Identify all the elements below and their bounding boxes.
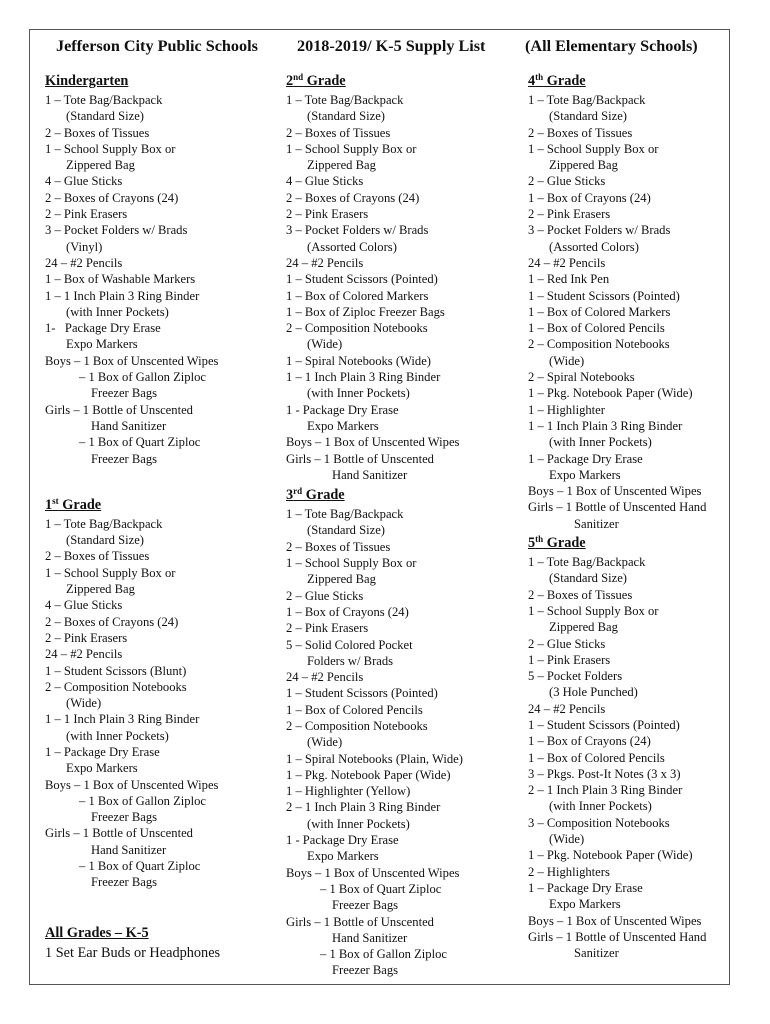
supply-item: 1 – Highlighter — [528, 402, 605, 417]
supply-item: 1 – Box of Colored Markers — [528, 304, 671, 319]
all-grades-item: 1 Set Ear Buds or Headphones — [45, 944, 221, 961]
supply-item: – 1 Box of Quart Ziploc — [79, 435, 201, 450]
supply-item: 2 – Pink Erasers — [528, 207, 611, 222]
supply-item: 1 – Box of Crayons (24) — [528, 734, 651, 749]
grade-suffix: rd — [293, 486, 303, 497]
supply-item: 2 – Highlighters — [528, 864, 610, 879]
grade-label: Grade — [58, 496, 102, 513]
supply-item: 2 – Glue Sticks — [528, 636, 606, 651]
supply-item: (with Inner Pockets) — [307, 386, 410, 401]
supply-item: 1 - Package Dry Erase — [286, 833, 399, 848]
supply-item: 1 – Highlighter (Yellow) — [286, 784, 411, 799]
document-header — [29, 37, 730, 59]
supply-item: 1 – Box of Crayons (24) — [528, 190, 651, 205]
supply-item: 1 – Spiral Notebooks (Wide) — [286, 353, 431, 368]
supply-item: 1 – Pkg. Notebook Paper (Wide) — [286, 767, 451, 782]
supply-item: 24 – #2 Pencils — [528, 701, 606, 716]
supply-item: 1 – Box of Colored Pencils — [528, 750, 665, 765]
supply-item: 2 – Boxes of Crayons (24) — [286, 190, 420, 205]
all-grades-title: All Grades – K-5 — [45, 924, 149, 941]
supply-item: (Standard Size) — [549, 109, 627, 124]
kindergarten-title: Kindergarten — [45, 73, 129, 89]
supply-item: – 1 Box of Quart Ziploc — [320, 881, 442, 896]
supply-item: Hand Sanitizer — [332, 930, 408, 945]
column-middle — [286, 70, 524, 979]
supply-item: 1 – Student Scissors (Pointed) — [286, 686, 438, 701]
supply-item: 1 – Box of Washable Markers — [45, 272, 196, 287]
supply-item: Freezer Bags — [91, 875, 158, 890]
supply-item: 1- Package Dry Erase — [45, 321, 161, 336]
supply-item: Hand Sanitizer — [91, 418, 167, 433]
list-scope: (All Elementary Schools) — [525, 37, 698, 55]
supply-item: Zippered Bag — [307, 158, 376, 173]
supply-item: 1 – School Supply Box or — [528, 141, 659, 156]
supply-item: (Wide) — [307, 735, 343, 750]
supply-item: Zippered Bag — [549, 158, 618, 173]
supply-item: (Assorted Colors) — [549, 239, 639, 254]
supply-item: Expo Markers — [549, 897, 621, 912]
supply-item: (Wide) — [549, 832, 585, 847]
supply-item: Girls – 1 Bottle of Unscented Hand — [528, 929, 707, 944]
supply-item: 2 – Boxes of Tissues — [45, 549, 150, 564]
supply-item: 24 – #2 Pencils — [45, 255, 123, 270]
supply-item: Folders w/ Brads — [307, 653, 394, 668]
supply-item: 3 – Pkgs. Post-It Notes (3 x 3) — [528, 766, 681, 781]
supply-item: 2 – 1 Inch Plain 3 Ring Binder — [286, 800, 441, 815]
supply-item: 1 – Tote Bag/Backpack — [45, 516, 163, 531]
supply-item: 1 – Pkg. Notebook Paper (Wide) — [528, 386, 693, 401]
supply-item: 2 – Boxes of Crayons (24) — [45, 614, 179, 629]
supply-item: 1 – Package Dry Erase — [528, 880, 643, 895]
supply-item: 1 – Tote Bag/Backpack — [528, 93, 646, 107]
supply-item: 1 – Student Scissors (Pointed) — [528, 717, 680, 732]
supply-item: 1 – Tote Bag/Backpack — [286, 93, 404, 107]
supply-item: Sanitizer — [574, 516, 619, 531]
supply-item: (Standard Size) — [307, 523, 385, 538]
supply-item: 24 – #2 Pencils — [528, 255, 606, 270]
supply-item: Expo Markers — [549, 467, 621, 482]
supply-item: 2 – Pink Erasers — [45, 630, 128, 645]
supply-item: (Wide) — [549, 353, 585, 368]
supply-item: 4 – Glue Sticks — [45, 174, 123, 189]
supply-item: Freezer Bags — [91, 451, 158, 466]
supply-item: 24 – #2 Pencils — [286, 255, 364, 270]
fifth-grade-list — [528, 554, 733, 961]
supply-item: 24 – #2 Pencils — [286, 670, 364, 685]
supply-item: Expo Markers — [307, 849, 379, 864]
kindergarten-list — [45, 92, 280, 467]
supply-item: (Wide) — [307, 337, 343, 352]
grade-number: 4 — [528, 73, 536, 89]
supply-item: Freezer Bags — [91, 386, 158, 401]
supply-item: 1 - Package Dry Erase — [286, 402, 399, 417]
supply-item: Boys – 1 Box of Unscented Wipes — [45, 777, 219, 792]
supply-item: 1 – School Supply Box or — [286, 141, 417, 156]
supply-item: Girls – 1 Bottle of Unscented Hand — [528, 500, 707, 515]
supply-item: Hand Sanitizer — [332, 467, 408, 482]
supply-item: 4 – Glue Sticks — [286, 174, 364, 189]
supply-item: 3 – Pocket Folders w/ Brads — [286, 223, 429, 238]
supply-item: Freezer Bags — [332, 898, 399, 913]
supply-item: 2 – Pink Erasers — [286, 207, 369, 222]
supply-item: Boys – 1 Box of Unscented Wipes — [528, 484, 702, 499]
supply-item: (Standard Size) — [66, 109, 144, 124]
supply-item: (with Inner Pockets) — [307, 816, 410, 831]
supply-item: 1 – Tote Bag/Backpack — [286, 507, 404, 522]
grade-number: 2 — [286, 73, 294, 89]
fifth-grade-title — [528, 532, 733, 554]
list-title: 2018-2019/ K-5 Supply List — [297, 37, 486, 55]
fourth-grade-list — [528, 92, 733, 532]
supply-item: 1 – 1 Inch Plain 3 Ring Binder — [45, 288, 200, 303]
supply-item: 2 – Spiral Notebooks — [528, 370, 635, 385]
grade-suffix: th — [535, 534, 544, 545]
first-grade-list — [45, 516, 280, 891]
supply-item: 1 – 1 Inch Plain 3 Ring Binder — [528, 418, 683, 433]
supply-item: 2 – Pink Erasers — [286, 621, 369, 636]
supply-item: 1 – Pkg. Notebook Paper (Wide) — [528, 848, 693, 863]
supply-item: (with Inner Pockets) — [549, 435, 652, 450]
column-left — [45, 70, 280, 963]
supply-item: Zippered Bag — [66, 582, 135, 597]
supply-item: 1 – School Supply Box or — [45, 141, 176, 156]
supply-item: (3 Hole Punched) — [549, 685, 638, 700]
supply-item: 2 – Composition Notebooks — [286, 718, 428, 733]
supply-item: 1 – Package Dry Erase — [528, 451, 643, 466]
supply-item: (with Inner Pockets) — [549, 799, 652, 814]
supply-item: Freezer Bags — [332, 963, 399, 978]
supply-item: 1 – Tote Bag/Backpack — [528, 555, 646, 570]
grade-suffix: st — [52, 495, 59, 506]
first-grade-title — [45, 494, 280, 516]
third-grade-list — [286, 506, 524, 979]
third-grade-title — [286, 484, 524, 506]
supply-item: 2 – Glue Sticks — [286, 588, 364, 603]
grade-number: 5 — [528, 535, 536, 552]
grade-label: Grade — [543, 73, 586, 89]
supply-item: 3 – Pocket Folders w/ Brads — [528, 223, 671, 238]
supply-item: 2 – Boxes of Tissues — [45, 125, 150, 140]
supply-item: (Standard Size) — [307, 109, 385, 124]
supply-item: 1 – Student Scissors (Pointed) — [528, 288, 680, 303]
supply-item: Zippered Bag — [66, 158, 135, 173]
supply-item: Zippered Bag — [307, 572, 376, 587]
supply-item: – 1 Box of Gallon Ziploc — [320, 947, 447, 962]
supply-item: 1 – Tote Bag/Backpack — [45, 93, 163, 107]
supply-item: 2 – Boxes of Tissues — [286, 125, 391, 140]
supply-item: 2 – Composition Notebooks — [286, 321, 428, 336]
supply-item: Girls – 1 Bottle of Unscented — [45, 402, 193, 417]
supply-item: – 1 Box of Gallon Ziploc — [79, 793, 206, 808]
column-right — [528, 70, 733, 961]
school-name: Jefferson City Public Schools — [56, 37, 258, 55]
supply-item: 1 – Pink Erasers — [528, 652, 611, 667]
supply-item: 1 – Student Scissors (Pointed) — [286, 272, 438, 287]
supply-item: Sanitizer — [574, 946, 619, 961]
supply-item: 1 – Box of Colored Markers — [286, 288, 429, 303]
supply-item: 2 – Composition Notebooks — [528, 337, 670, 352]
supply-item: 3 – Composition Notebooks — [528, 815, 670, 830]
supply-item: 5 – Solid Colored Pocket — [286, 637, 413, 652]
supply-item: (with Inner Pockets) — [66, 728, 169, 743]
supply-item: 3 – Pocket Folders w/ Brads — [45, 223, 188, 238]
fourth-grade-title — [528, 70, 733, 92]
supply-item: (Vinyl) — [66, 239, 103, 254]
supply-item: – 1 Box of Gallon Ziploc — [79, 370, 206, 385]
supply-item: 1 – Box of Crayons (24) — [286, 604, 409, 619]
grade-suffix: nd — [293, 72, 304, 82]
supply-item: 1 – Box of Colored Pencils — [286, 702, 423, 717]
supply-item: 1 – Red Ink Pen — [528, 272, 610, 287]
supply-item: 2 – Composition Notebooks — [45, 679, 187, 694]
supply-item: 1 – Box of Ziploc Freezer Bags — [286, 304, 445, 319]
supply-item: Expo Markers — [66, 761, 138, 776]
supply-item: Freezer Bags — [91, 810, 158, 825]
grade-suffix: th — [535, 72, 544, 82]
supply-item: Boys – 1 Box of Unscented Wipes — [286, 435, 460, 450]
supply-item: Expo Markers — [66, 337, 138, 352]
second-grade-title — [286, 70, 524, 92]
supply-item: 4 – Glue Sticks — [45, 598, 123, 613]
supply-item: Hand Sanitizer — [91, 842, 167, 857]
supply-item: 1 – Student Scissors (Blunt) — [45, 663, 187, 678]
supply-item: (Standard Size) — [66, 533, 144, 548]
supply-item: 1 – School Supply Box or — [528, 603, 659, 618]
grade-number: 3 — [286, 487, 294, 504]
grade-number: 1 — [45, 496, 53, 513]
supply-item: 2 – Pink Erasers — [45, 207, 128, 222]
supply-item: 1 – Package Dry Erase — [45, 744, 160, 759]
supply-item: Boys – 1 Box of Unscented Wipes — [286, 865, 460, 880]
supply-item: (Wide) — [66, 696, 102, 711]
supply-item: (Assorted Colors) — [307, 239, 397, 254]
supply-item: 5 – Pocket Folders — [528, 669, 623, 684]
supply-item: 1 – Spiral Notebooks (Plain, Wide) — [286, 751, 463, 766]
supply-item: 2 – Boxes of Tissues — [528, 587, 633, 602]
supply-item: – 1 Box of Quart Ziploc — [79, 859, 201, 874]
supply-item: Girls – 1 Bottle of Unscented — [286, 451, 434, 466]
supply-item: 1 – 1 Inch Plain 3 Ring Binder — [45, 712, 200, 727]
supply-item: 1 – School Supply Box or — [286, 556, 417, 571]
supply-item: Girls – 1 Bottle of Unscented — [286, 914, 434, 929]
grade-label: Grade — [303, 73, 346, 89]
second-grade-list — [286, 92, 524, 483]
supply-item: Zippered Bag — [549, 620, 618, 635]
supply-item: Boys – 1 Box of Unscented Wipes — [528, 913, 702, 928]
supply-item: 24 – #2 Pencils — [45, 647, 123, 662]
supply-item: 2 – 1 Inch Plain 3 Ring Binder — [528, 783, 683, 798]
supply-item: 1 – Box of Colored Pencils — [528, 321, 665, 336]
supply-item: (with Inner Pockets) — [66, 304, 169, 319]
grade-label: Grade — [543, 535, 586, 552]
grade-label: Grade — [302, 487, 345, 504]
supply-item: 1 – 1 Inch Plain 3 Ring Binder — [286, 370, 441, 385]
supply-item: 2 – Boxes of Tissues — [528, 125, 633, 140]
supply-item: 2 – Glue Sticks — [528, 174, 606, 189]
supply-item: Girls – 1 Bottle of Unscented — [45, 826, 193, 841]
supply-item: 2 – Boxes of Crayons (24) — [45, 190, 179, 205]
supply-item: 1 – School Supply Box or — [45, 565, 176, 580]
supply-item: 2 – Boxes of Tissues — [286, 539, 391, 554]
supply-item: Expo Markers — [307, 418, 379, 433]
supply-item: Boys – 1 Box of Unscented Wipes — [45, 353, 219, 368]
supply-item: (Standard Size) — [549, 571, 627, 586]
